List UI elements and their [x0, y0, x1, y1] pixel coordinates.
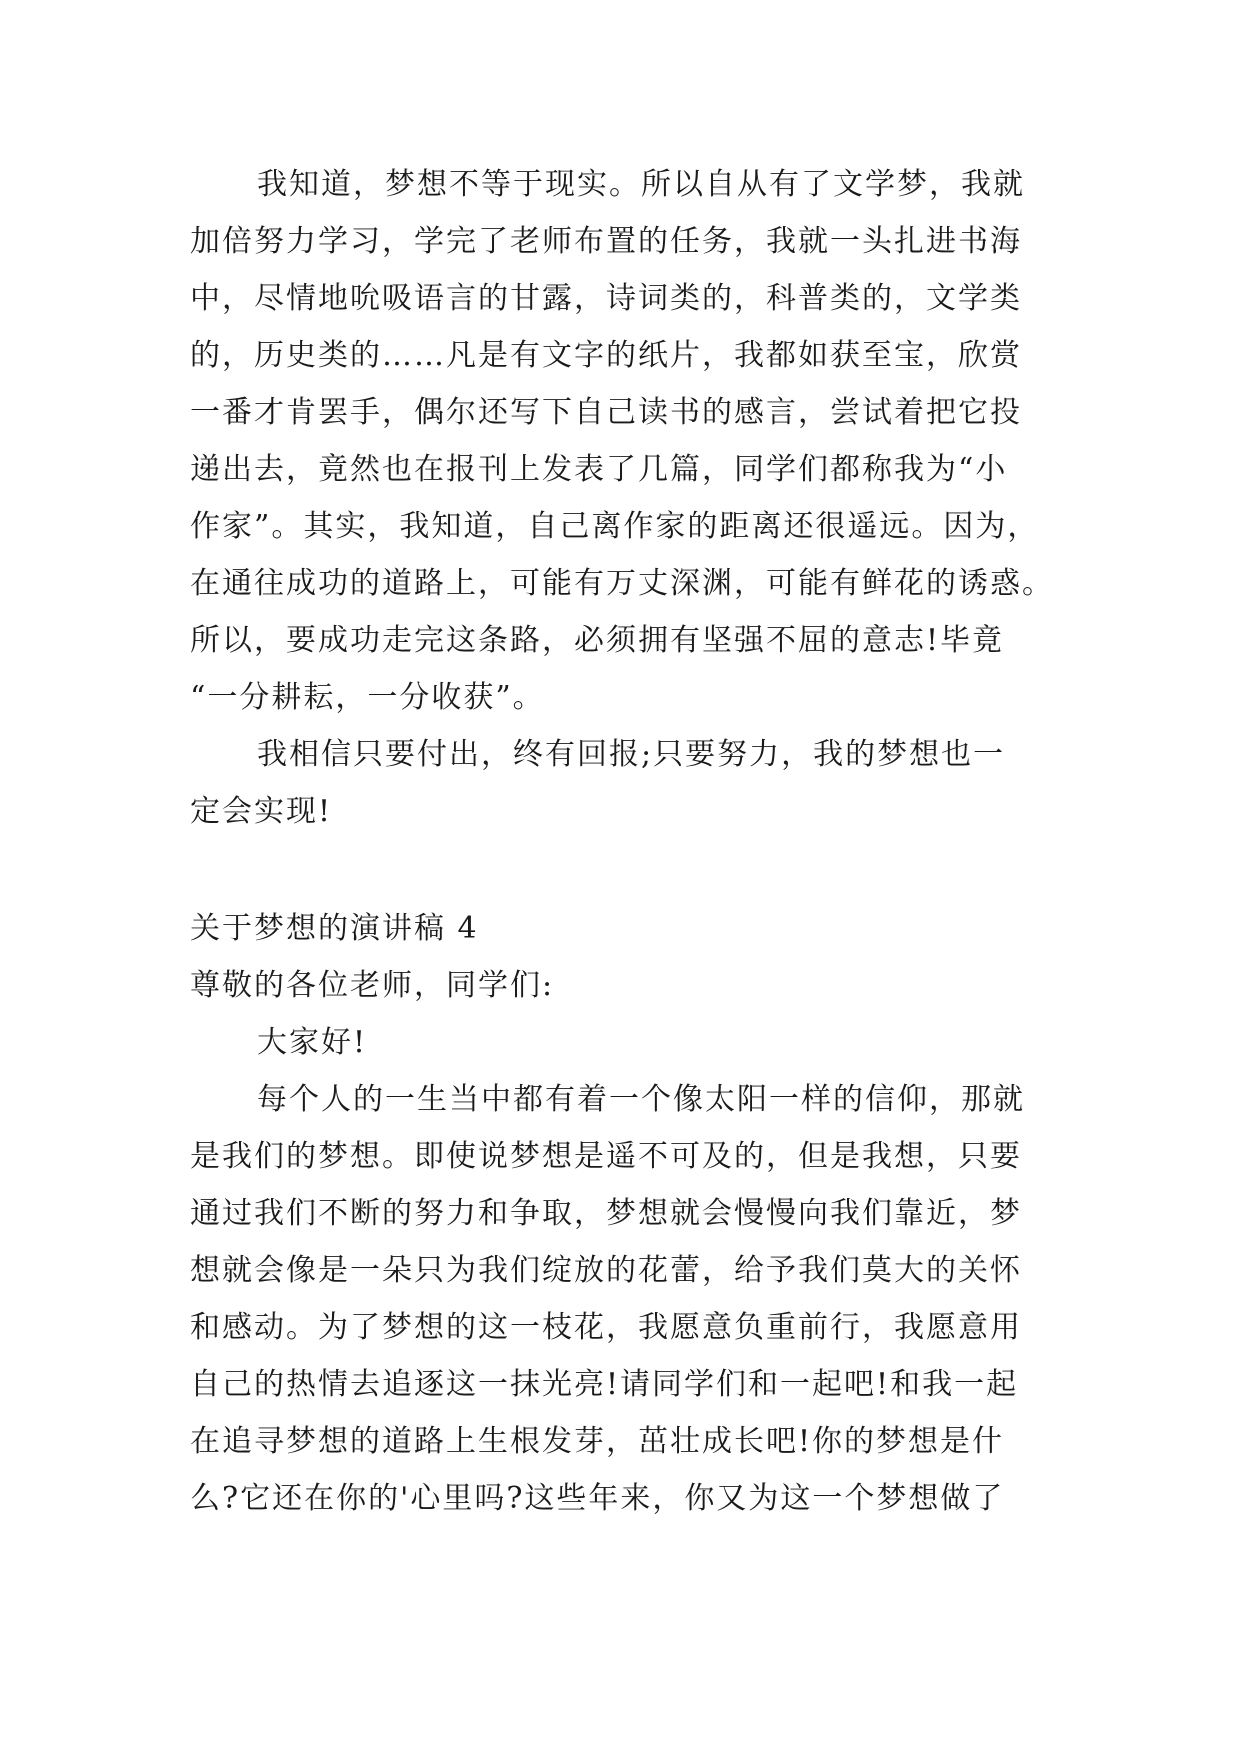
paragraph-line: 加倍努力学习，学完了老师布置的任务，我就一头扎进书海: [190, 224, 1022, 259]
paragraph-line: 和感动。为了梦想的这一枝花，我愿意负重前行，我愿意用: [190, 1310, 1022, 1345]
paragraph-line: 递出去，竟然也在报刊上发表了几篇，同学们都称我为“小: [190, 452, 1008, 487]
paragraph-line: 在追寻梦想的道路上生根发芽，茁壮成长吧!你的梦想是什: [190, 1424, 1005, 1459]
paragraph-line: 通过我们不断的努力和争取，梦想就会慢慢向我们靠近，梦: [190, 1196, 1022, 1231]
paragraph-line: 自己的热情去追逐这一抹光亮!请同学们和一起吧!和我一起: [190, 1367, 1019, 1402]
paragraph-line: 么?它还在你的'心里吗?这些年来，你又为这一个梦想做了: [190, 1481, 1005, 1516]
section-title: 关于梦想的演讲稿 4: [190, 911, 479, 946]
paragraph-line: 定会实现!: [190, 794, 333, 829]
paragraph-line: 每个人的一生当中都有着一个像太阳一样的信仰，那就: [257, 1082, 1025, 1117]
paragraph-line: 是我们的梦想。即使说梦想是遥不可及的，但是我想，只要: [190, 1139, 1022, 1174]
paragraph-line: 的，历史类的……凡是有文字的纸片，我都如获至宝，欣赏: [190, 338, 1022, 373]
salutation: 尊敬的各位老师，同学们:: [190, 968, 555, 1003]
paragraph-line: 我相信只要付出，终有回报;只要努力，我的梦想也一: [257, 737, 1006, 772]
paragraph-line: 在通往成功的道路上，可能有万丈深渊，可能有鲜花的诱惑。: [190, 566, 1054, 601]
paragraph-line: “一分耕耘，一分收获”。: [190, 680, 545, 715]
paragraph-line: 想就会像是一朵只为我们绽放的花蕾，给予我们莫大的关怀: [190, 1253, 1022, 1288]
paragraph-line: 我知道，梦想不等于现实。所以自从有了文学梦，我就: [257, 167, 1025, 202]
greeting: 大家好!: [257, 1025, 368, 1060]
paragraph-line: 一番才肯罢手，偶尔还写下自己读书的感言，尝试着把它投: [190, 395, 1022, 430]
paragraph-line: 所以，要成功走完这条路，必须拥有坚强不屈的意志!毕竟: [190, 623, 1005, 658]
paragraph-line: 作家”。其实，我知道，自己离作家的距离还很遥远。因为，: [190, 509, 1040, 544]
paragraph-line: 中，尽情地吮吸语言的甘露，诗词类的，科普类的，文学类: [190, 281, 1022, 316]
